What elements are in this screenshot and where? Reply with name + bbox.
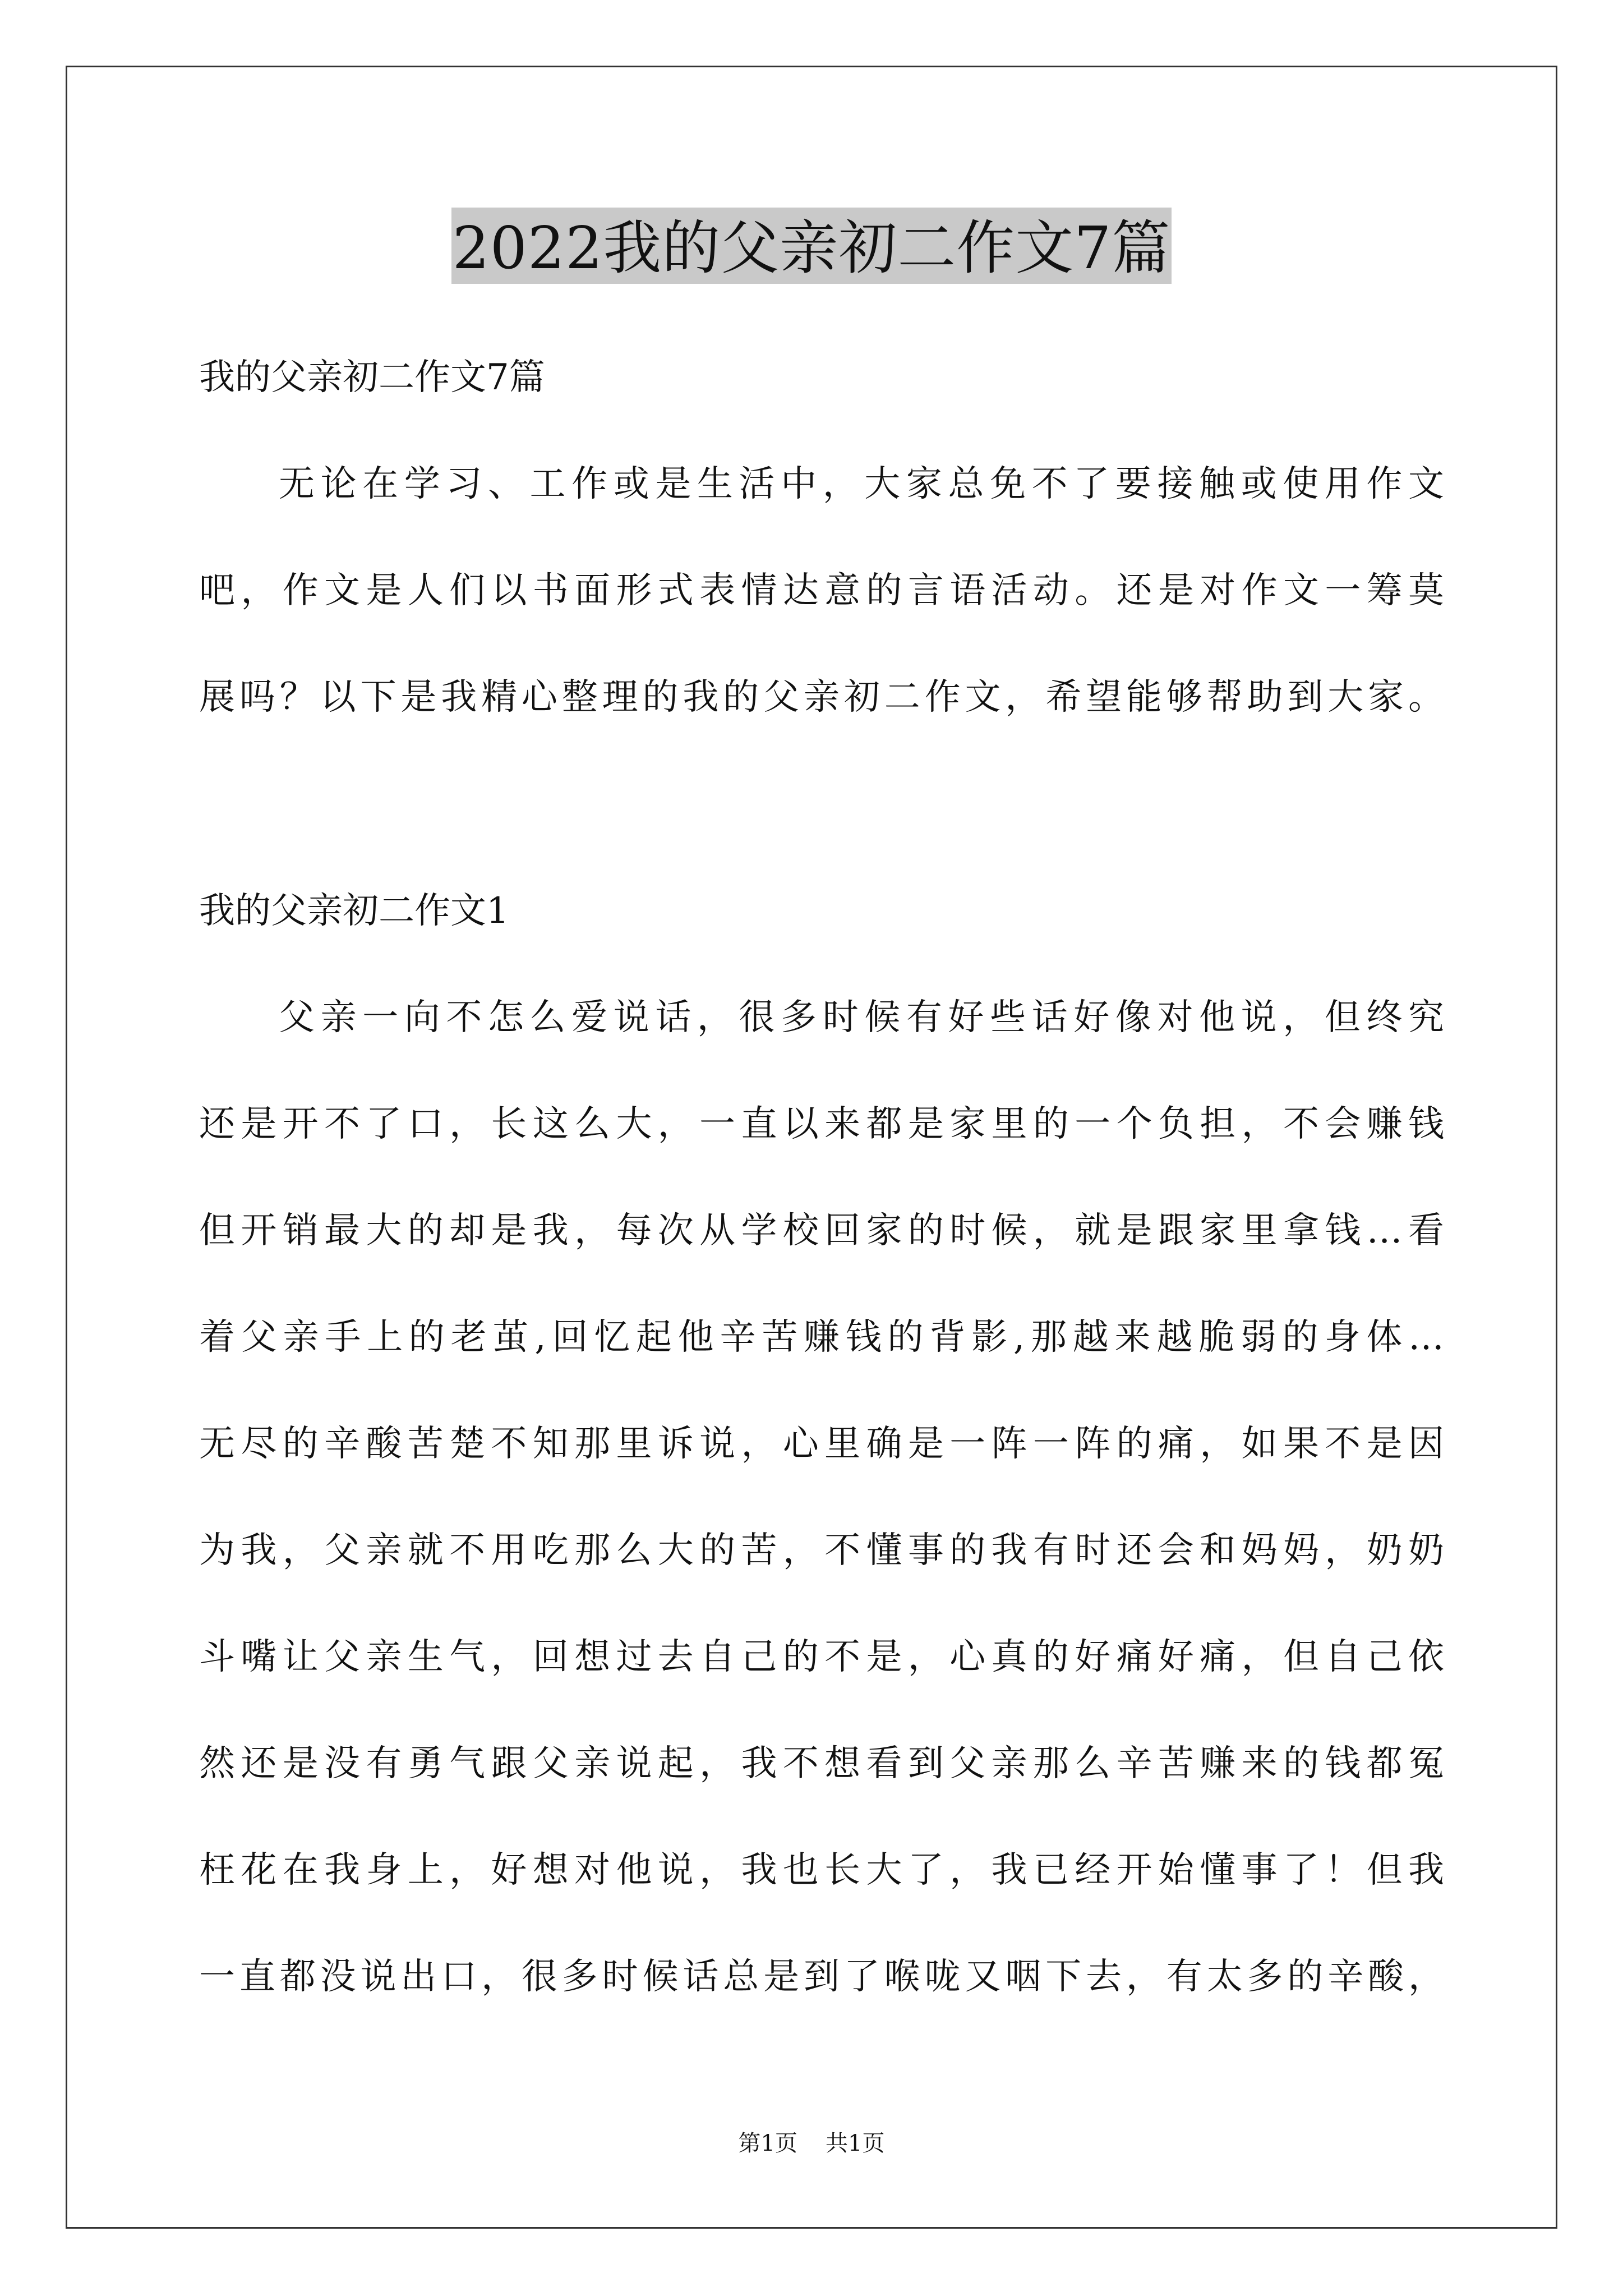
essay-line-6: 为我，父亲就不用吃那么大的苦，不懂事的我有时还会和妈妈，奶奶 — [199, 1530, 1444, 1571]
section-heading: 我的父亲初二作文1 — [199, 890, 509, 932]
document-title: 2022我的父亲初二作文7篇 — [451, 208, 1172, 284]
essay-line-1: 父亲一向不怎么爱说话，很多时候有好些话好像对他说，但终究 — [279, 997, 1444, 1038]
intro-line-2: 吧，作文是人们以书面形式表情达意的言语活动。还是对作文一筹莫 — [199, 570, 1444, 611]
essay-line-2: 还是开不了口，长这么大，一直以来都是家里的一个负担，不会赚钱 — [199, 1103, 1444, 1145]
page-total: 共1页 — [826, 2131, 885, 2156]
essay-line-3: 但开销最大的却是我，每次从学校回家的时候，就是跟家里拿钱…看 — [199, 1210, 1444, 1251]
title-block — [0, 208, 1623, 284]
essay-line-5: 无尽的辛酸苦楚不知那里诉说，心里确是一阵一阵的痛，如果不是因 — [199, 1423, 1444, 1465]
page-number: 第1页 — [738, 2131, 797, 2156]
document-subtitle: 我的父亲初二作文7篇 — [199, 357, 545, 398]
page-footer — [0, 2129, 1623, 2157]
essay-line-8: 然还是没有勇气跟父亲说起，我不想看到父亲那么辛苦赚来的钱都冤 — [199, 1743, 1444, 1784]
intro-line-1: 无论在学习、工作或是生活中，大家总免不了要接触或使用作文 — [279, 463, 1444, 505]
intro-line-3: 展吗？以下是我精心整理的我的父亲初二作文，希望能够帮助到大家。 — [199, 677, 1444, 718]
essay-line-10: 一直都没说出口，很多时候话总是到了喉咙又咽下去，有太多的辛酸， — [199, 1956, 1444, 1998]
essay-line-4: 着父亲手上的老茧,回忆起他辛苦赚钱的背影,那越来越脆弱的身体… — [199, 1317, 1444, 1358]
essay-line-7: 斗嘴让父亲生气，回想过去自己的不是，心真的好痛好痛，但自己依 — [199, 1636, 1444, 1678]
essay-line-9: 枉花在我身上，好想对他说，我也长大了，我已经开始懂事了！但我 — [199, 1849, 1444, 1891]
